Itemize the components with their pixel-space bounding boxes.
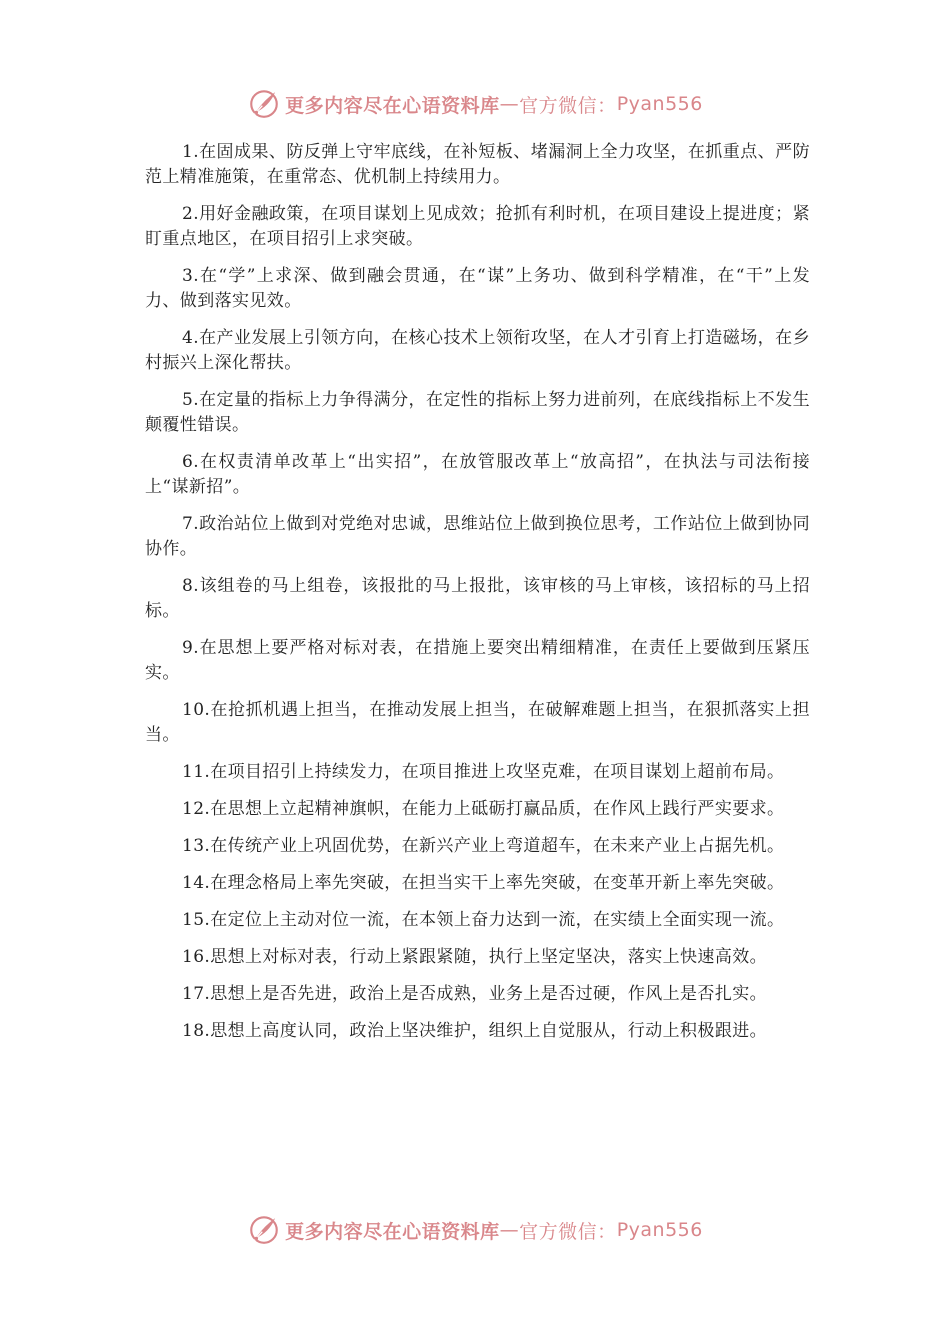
list-item: 17.思想上是否先进，政治上是否成熟，业务上是否过硬，作风上是否扎实。 [182,984,768,1004]
list-item: 7.政治站位上做到对党绝对忠诚，思维站位上做到换位思考，工作站位上做到协同协作。 [145,514,810,559]
list-item: 11.在项目招引上持续发力，在项目推进上攻坚克难，在项目谋划上超前布局。 [182,762,785,782]
header-dash: — [499,93,520,115]
list-item: 10.在抢抓机遇上担当，在推动发展上担当，在破解难题上担当，在狠抓落实上担当。 [145,700,810,745]
list-item: 16.思想上对标对表，行动上紧跟紧随，执行上坚定坚决，落实上快速高效。 [182,947,768,967]
list-item: 5.在定量的指标上力争得满分，在定性的指标上努力进前列，在底线指标上不发生颠覆性错误。 [145,390,810,435]
footer-dash: — [499,1219,520,1241]
document-body [145,140,810,1056]
feather-pen-logo-icon [247,1213,281,1247]
list-item: 4.在产业发展上引领方向，在核心技术上领衔攻坚，在人才引育上打造磁场，在乡村振兴上深化帮扶。 [145,328,810,373]
feather-pen-logo-icon [247,87,281,121]
list-item: 2.用好金融政策，在项目谋划上见成效；抢抓有利时机，在项目建设上提进度；紧盯重点地区，在项目招引上求突破。 [145,204,810,249]
footer-wechat-id: Pyan556 [616,1219,703,1241]
footer-banner [0,1210,950,1250]
list-item: 15.在定位上主动对位一流，在本领上奋力达到一流，在实绩上全面实现一流。 [182,910,785,930]
list-item: 13.在传统产业上巩固优势，在新兴产业上弯道超车，在未来产业上占据先机。 [182,836,785,856]
footer-brand-text: 更多内容尽在心语资料库 [285,1220,500,1243]
header-wechat-id: Pyan556 [616,93,703,115]
list-item: 14.在理念格局上率先突破，在担当实干上率先突破，在变革开新上率先突破。 [182,873,785,893]
header-brand-text: 更多内容尽在心语资料库 [285,94,500,117]
list-item: 18.思想上高度认同，政治上坚决维护，组织上自觉服从，行动上积极跟进。 [182,1021,768,1041]
list-item: 12.在思想上立起精神旗帜，在能力上砥砺打赢品质，在作风上践行严实要求。 [182,799,785,819]
footer-wechat-label: 官方微信： [519,1220,617,1243]
list-item: 6.在权责清单改革上“出实招”，在放管服改革上“放高招”，在执法与司法衔接上“谋新招”。 [145,452,810,497]
list-item: 8.该组卷的马上组卷，该报批的马上报批，该审核的马上审核，该招标的马上招标。 [145,576,810,621]
header-wechat-label: 官方微信： [519,94,617,117]
header-banner [0,84,950,124]
list-item: 9.在思想上要严格对标对表，在措施上要突出精细精准，在责任上要做到压紧压实。 [145,638,810,683]
list-item: 3.在“学”上求深、做到融会贯通，在“谋”上务功、做到科学精准，在“干”上发力、做到落实见效。 [145,266,810,311]
list-item: 1.在固成果、防反弹上守牢底线，在补短板、堵漏洞上全力攻坚，在抓重点、严防范上精准施策，在重常态、优机制上持续用力。 [145,142,810,187]
